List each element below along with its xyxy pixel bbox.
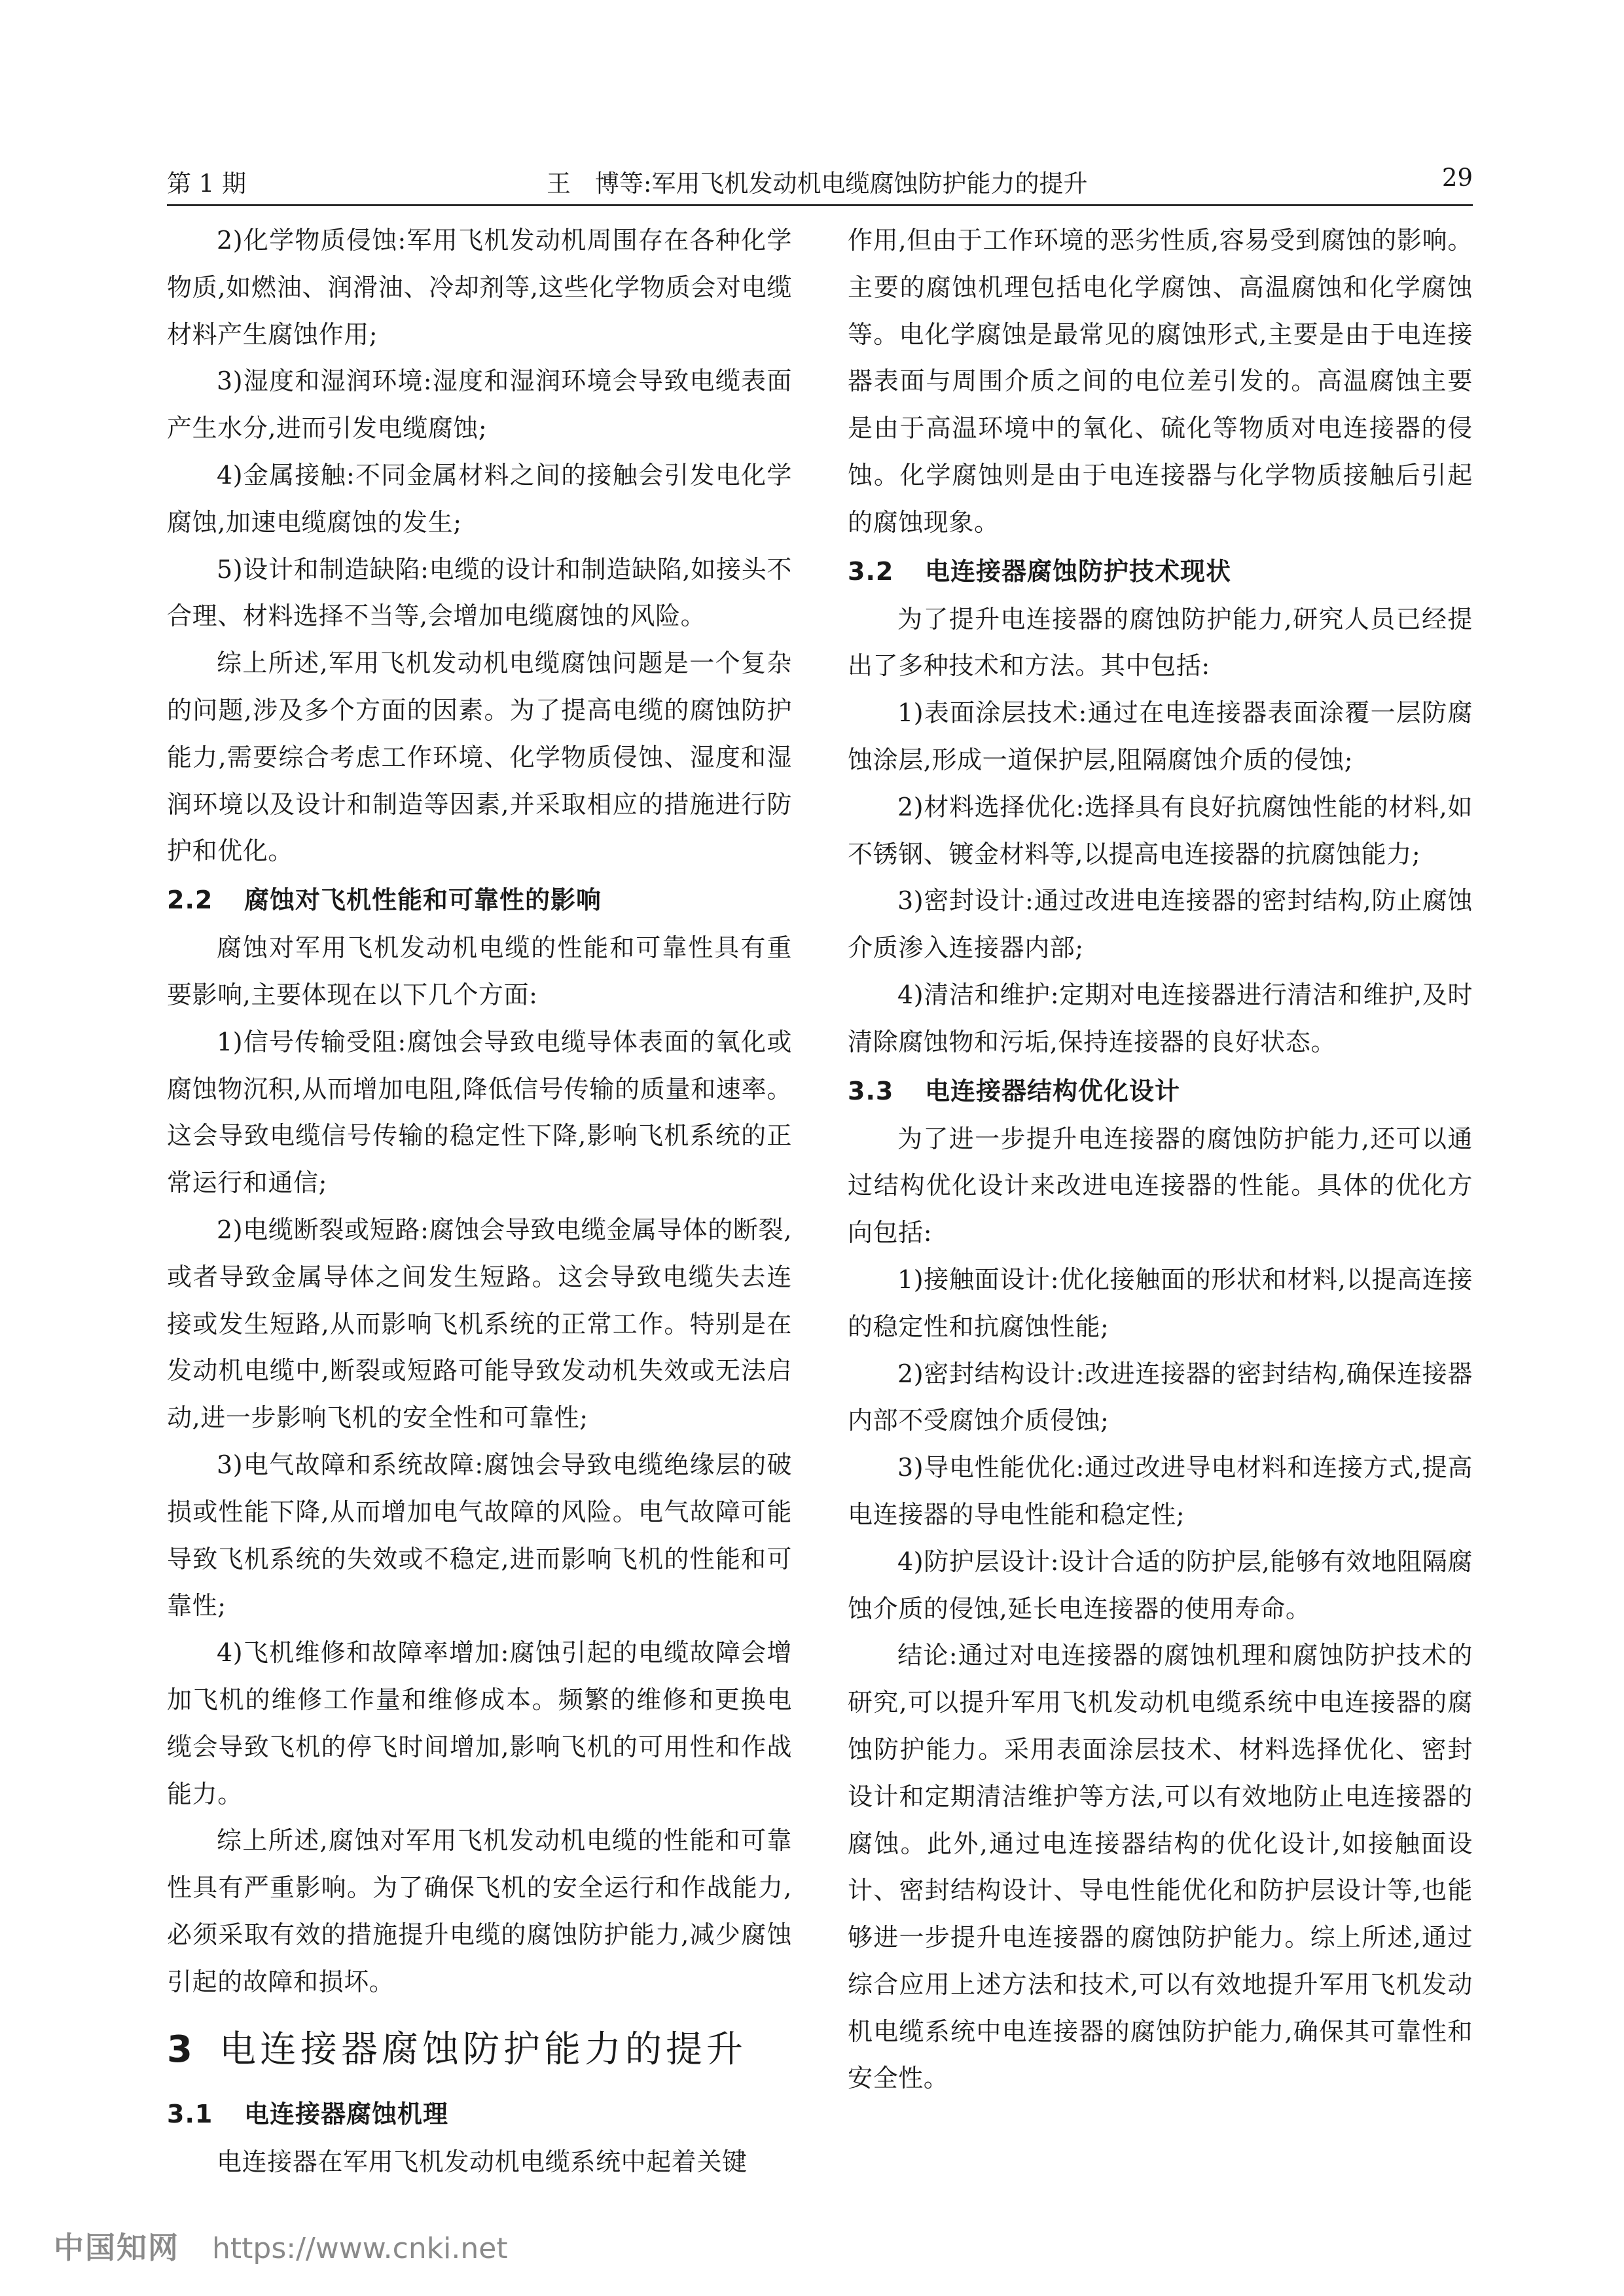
right-column — [848, 217, 1473, 2115]
section-number: 3.3 — [848, 1076, 894, 1105]
paragraph: 5)设计和制造缺陷:电缆的设计和制造缺陷,如接头不合理、材料选择不当等,会增加电缆腐蚀的风险。 — [167, 554, 792, 631]
paragraph: 综上所述,军用飞机发动机电缆腐蚀问题是一个复杂的问题,涉及多个方面的因素。为了提高电缆的腐蚀防护能力,需要综合考虑工作环境、化学物质侵蚀、湿度和湿润环境以及设计和制造等因素,并采取相应的措施进行防护和优化。 — [167, 649, 792, 866]
watermark-url: https://www.cnki.net — [212, 2232, 508, 2265]
paragraph: 3)导电性能优化:通过改进导电材料和连接方式,提高电连接器的导电性能和稳定性; — [848, 1453, 1473, 1529]
section-number: 3.2 — [848, 556, 894, 586]
paragraph: 2)密封结构设计:改进连接器的密封结构,确保连接器内部不受腐蚀介质侵蚀; — [848, 1359, 1473, 1435]
paragraph: 4)飞机维修和故障率增加:腐蚀引起的电缆故障会增加飞机的维修工作量和维修成本。频繁的维修和更换电缆会导致飞机的停飞时间增加,影响飞机的可用性和作战能力。 — [167, 1638, 792, 1808]
watermark-brand: 中国知网 — [54, 2230, 179, 2265]
chapter-number: 3 — [167, 2028, 196, 2072]
chapter-heading-3 — [167, 2017, 792, 2083]
paragraph: 2)电缆断裂或短路:腐蚀会导致电缆金属导体的断裂,或者导致金属导体之间发生短路。这会导致电缆失去连接或发生短路,从而影响飞机系统的正常工作。特别是在发动机电缆中,断裂或短路可能导致发动机失效或无法启动,进一步影响飞机的安全性和可靠性; — [167, 1215, 792, 1433]
paragraph-continued: 作用,但由于工作环境的恶劣性质,容易受到腐蚀的影响。主要的腐蚀机理包括电化学腐蚀、高温腐蚀和化学腐蚀等。电化学腐蚀是最常见的腐蚀形式,主要是由于电连接器表面与周围介质之间的电位差引发的。高温腐蚀主要是由于高温环境中的氧化、硫化等物质对电连接器的侵蚀。化学腐蚀则是由于电连接器与化学物质接触后引起的腐蚀现象。 — [848, 226, 1473, 537]
paragraph: 4)金属接触:不同金属材料之间的接触会引发电化学腐蚀,加速电缆腐蚀的发生; — [167, 460, 792, 537]
paragraph: 1)接触面设计:优化接触面的形状和材料,以提高连接的稳定性和抗腐蚀性能; — [848, 1265, 1473, 1341]
paragraph: 为了提升电连接器的腐蚀防护能力,研究人员已经提出了多种技术和方法。其中包括: — [848, 604, 1473, 681]
paragraph: 1)表面涂层技术:通过在电连接器表面涂覆一层防腐蚀涂层,形成一道保护层,阻隔腐蚀介质的侵蚀; — [848, 698, 1473, 774]
section-title: 腐蚀对飞机性能和可靠性的影响 — [244, 886, 602, 915]
paragraph: 4)防护层设计:设计合适的防护层,能够有效地阻隔腐蚀介质的侵蚀,延长电连接器的使用寿命。 — [848, 1547, 1473, 1623]
conclusion-paragraph: 结论:通过对电连接器的腐蚀机理和腐蚀防护技术的研究,可以提升军用飞机发动机电缆系统中电连接器的腐蚀防护能力。采用表面涂层技术、材料选择优化、密封设计和定期清洁维护等方法,可以有效地防止电连接器的腐蚀。此外,通过电连接器结构的优化设计,如接触面设计、密封结构设计、导电性能优化和防护层设计等,也能够进一步提升电连接器的腐蚀防护能力。综上所述,通过综合应用上述方法和技术,可以有效地提升军用飞机发动机电缆系统中电连接器的腐蚀防护能力,确保其可靠性和安全性。 — [848, 1641, 1473, 2093]
section-title: 电连接器结构优化设计 — [925, 1076, 1181, 1105]
section-title: 电连接器腐蚀防护技术现状 — [925, 556, 1232, 586]
header-divider — [167, 204, 1473, 206]
chapter-title: 电连接器腐蚀防护能力的提升 — [219, 2028, 747, 2072]
cnki-watermark — [54, 2224, 508, 2263]
paragraph: 电连接器在军用飞机发动机电缆系统中起着关键 — [217, 2147, 748, 2177]
section-title: 电连接器腐蚀机理 — [244, 2100, 449, 2129]
paragraph: 3)密封设计:通过改进电连接器的密封结构,防止腐蚀介质渗入连接器内部; — [848, 886, 1473, 963]
issue-number: 第 1 期 — [167, 170, 247, 198]
section-number: 2.2 — [167, 886, 213, 915]
page-number: 29 — [1441, 164, 1473, 192]
section-heading-3-1 — [167, 2092, 792, 2136]
paragraph: 2)材料选择优化:选择具有良好抗腐蚀性能的材料,如不锈钢、镀金材料等,以提高电连接器的抗腐蚀能力; — [848, 792, 1473, 869]
paragraph: 4)清洁和维护:定期对电连接器进行清洁和维护,及时清除腐蚀物和污垢,保持连接器的良好状态。 — [848, 980, 1473, 1056]
section-heading-2-2 — [167, 878, 792, 922]
paragraph: 为了进一步提升电连接器的腐蚀防护能力,还可以通过结构优化设计来改进电连接器的性能。具体的优化方向包括: — [848, 1124, 1473, 1247]
paragraph: 综上所述,腐蚀对军用飞机发动机电缆的性能和可靠性具有严重影响。为了确保飞机的安全运行和作战能力,必须采取有效的措施提升电缆的腐蚀防护能力,减少腐蚀引起的故障和损坏。 — [167, 1826, 792, 1996]
running-title: 王 博等:军用飞机发动机电缆腐蚀防护能力的提升 — [547, 170, 1088, 198]
running-header — [167, 164, 1473, 203]
paragraph: 3)电气故障和系统故障:腐蚀会导致电缆绝缘层的破损或性能下降,从而增加电气故障的风险。电气故障可能导致飞机系统的失效或不稳定,进而影响飞机的性能和可靠性; — [167, 1450, 792, 1621]
paragraph: 2)化学物质侵蚀:军用飞机发动机周围存在各种化学物质,如燃油、润滑油、冷却剂等,这些化学物质会对电缆材料产生腐蚀作用; — [167, 226, 792, 349]
section-heading-3-3 — [848, 1069, 1473, 1113]
section-heading-3-2 — [848, 549, 1473, 594]
paragraph: 腐蚀对军用飞机发动机电缆的性能和可靠性具有重要影响,主要体现在以下几个方面: — [167, 933, 792, 1009]
left-column — [167, 217, 792, 2177]
paragraph: 3)湿度和湿润环境:湿度和湿润环境会导致电缆表面产生水分,进而引发电缆腐蚀; — [167, 367, 792, 443]
section-number: 3.1 — [167, 2100, 213, 2129]
paragraph: 1)信号传输受阻:腐蚀会导致电缆导体表面的氧化或腐蚀物沉积,从而增加电阻,降低信号传输的质量和速率。这会导致电缆信号传输的稳定性下降,影响飞机系统的正常运行和通信; — [167, 1027, 792, 1198]
